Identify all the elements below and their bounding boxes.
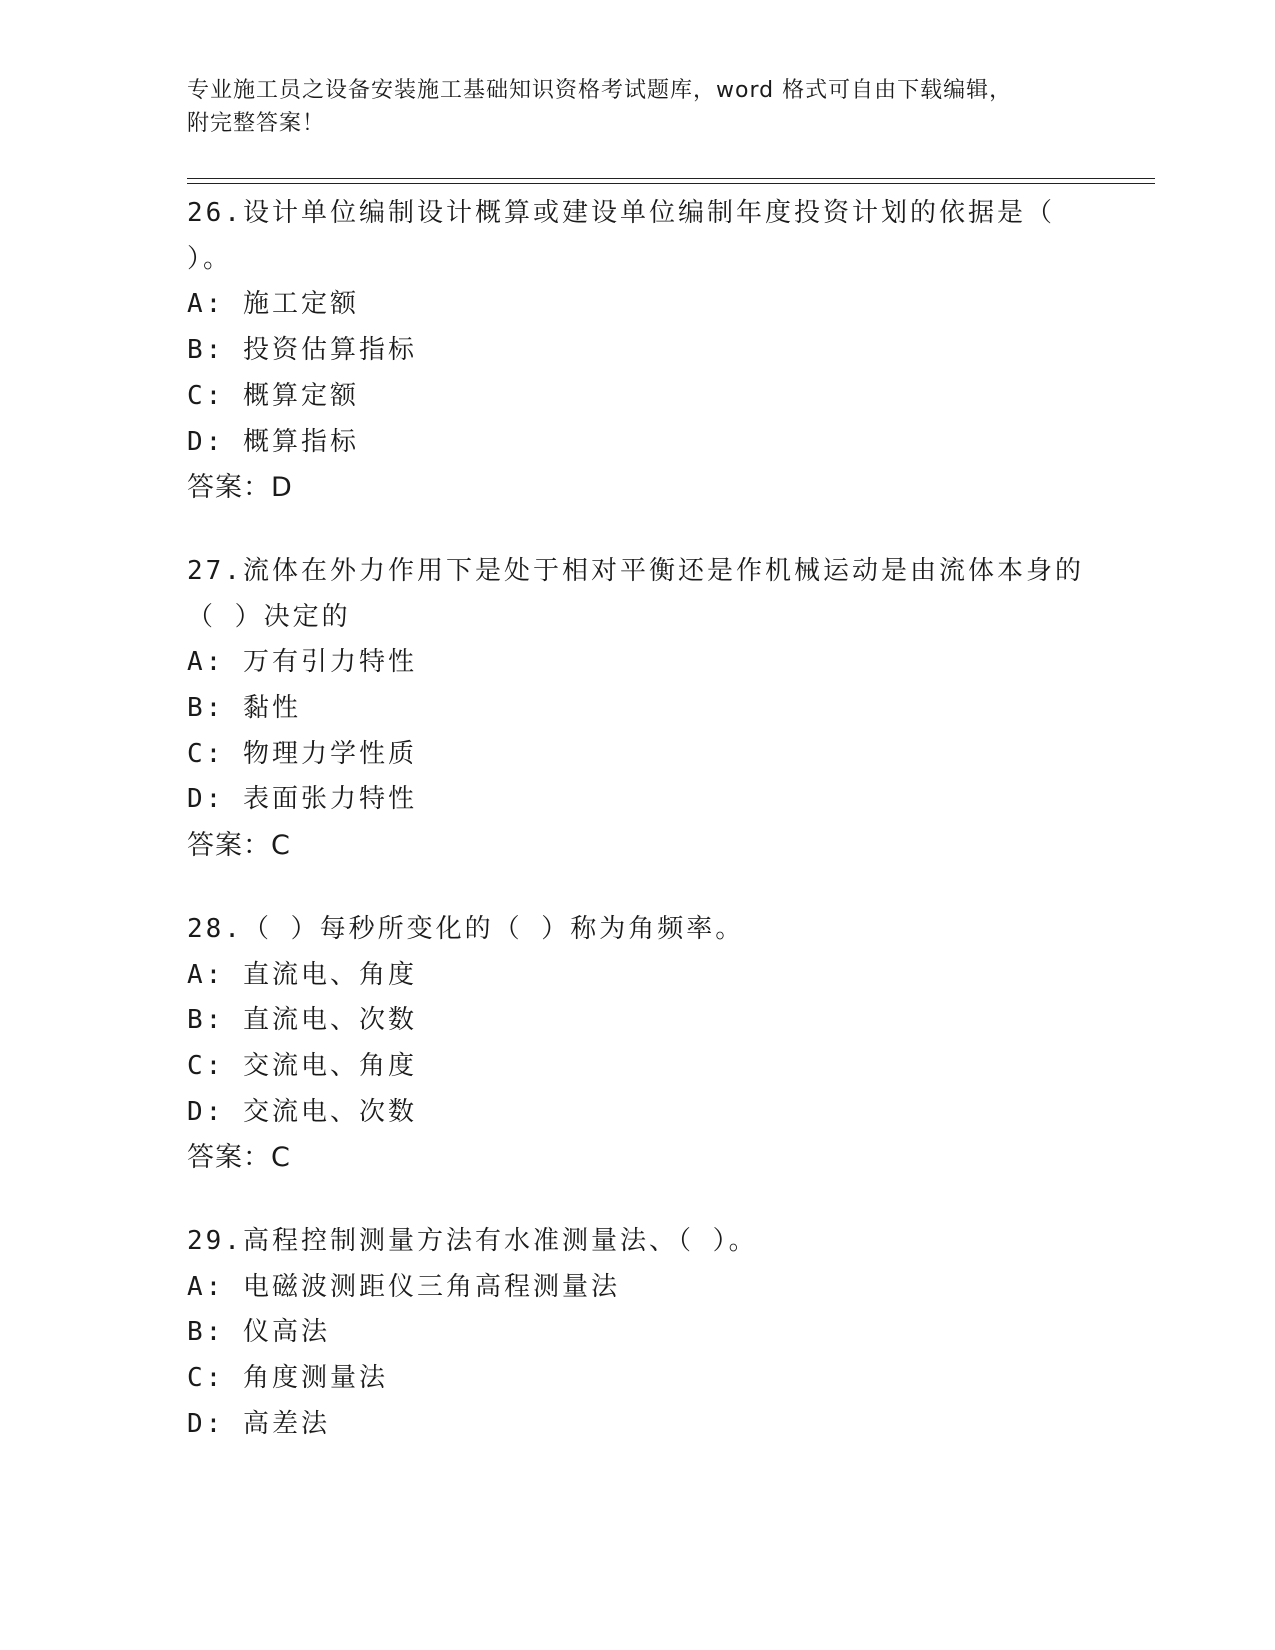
answer: 答案：C [187, 830, 291, 862]
option-d: D: 交流电、次数 [187, 1096, 417, 1127]
answer: 答案：D [187, 472, 293, 504]
question-list [187, 191, 1087, 1486]
header-line-1: 专业施工员之设备安装施工基础知识资格考试题库，word 格式可自由下载编辑， [187, 78, 1013, 103]
option-b: B: 投资估算指标 [187, 335, 417, 366]
option-b: B: 黏性 [187, 693, 301, 724]
question-stem: 29.高程控制测量方法有水准测量法、（ ）。 [187, 1226, 758, 1257]
option-d: D: 高差法 [187, 1408, 330, 1439]
option-c: C: 物理力学性质 [187, 738, 417, 769]
question-27 [187, 549, 1087, 869]
header-line-2: 附完整答案！ [187, 111, 326, 136]
question-stem-continued: ）。 [187, 243, 233, 274]
question-28 [187, 907, 1087, 1181]
question-stem: 26.设计单位编制设计概算或建设单位编制年度投资计划的依据是（ [187, 198, 1055, 228]
option-a: A: 电磁波测距仪三角高程测量法 [187, 1271, 620, 1302]
option-c: C: 交流电、角度 [187, 1050, 417, 1081]
answer: 答案：C [187, 1142, 291, 1174]
document-header [187, 74, 1087, 140]
question-29 [187, 1219, 1087, 1448]
header-divider-bottom [187, 183, 1155, 184]
question-stem: 27.流体在外力作用下是处于相对平衡还是作机械运动是由流体本身的 [187, 555, 1084, 586]
option-d: D: 表面张力特性 [187, 784, 417, 815]
option-b: B: 仪高法 [187, 1317, 330, 1348]
question-26 [187, 191, 1087, 511]
option-d: D: 概算指标 [187, 426, 359, 457]
option-b: B: 直流电、次数 [187, 1005, 417, 1036]
header-divider-top [187, 178, 1155, 179]
option-a: A: 直流电、角度 [187, 959, 417, 990]
option-a: A: 施工定额 [187, 289, 359, 320]
question-stem: 28.（ ）每秒所变化的（ ）称为角频率。 [187, 913, 745, 944]
question-stem-continued: （ ）决定的 [187, 601, 351, 632]
option-a: A: 万有引力特性 [187, 647, 417, 678]
option-c: C: 概算定额 [187, 380, 359, 411]
option-c: C: 角度测量法 [187, 1363, 388, 1394]
